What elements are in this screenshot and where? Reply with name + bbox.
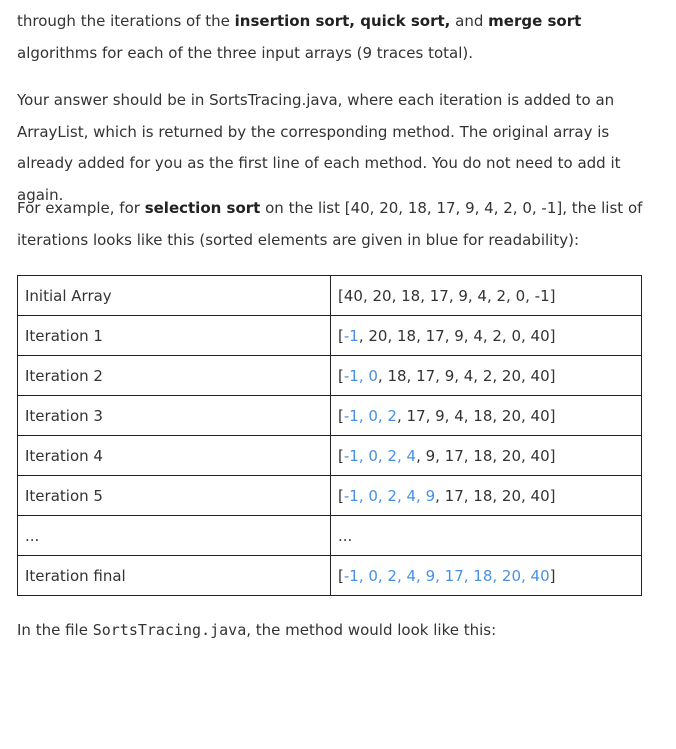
- array-text: 40, 20, 18, 17, 9, 4, 2, 0, -1: [343, 286, 550, 305]
- bold-sort-names: insertion sort, quick sort,: [234, 12, 451, 30]
- intro-paragraph: [17, 6, 647, 69]
- text-span: and: [450, 12, 489, 30]
- table-row: [18, 436, 642, 476]
- array-state-cell: [331, 276, 642, 316]
- iteration-label-cell: Iteration 4: [18, 436, 331, 476]
- sorted-elements: -1, 0, 2, 4, 9: [343, 486, 436, 505]
- sorted-elements: -1, 0, 2: [343, 406, 397, 425]
- file-paragraph: [17, 615, 647, 645]
- array-text: ]: [549, 326, 556, 345]
- array-text: ]: [549, 566, 556, 585]
- array-text: ]: [549, 286, 556, 305]
- table-row: [18, 276, 642, 316]
- sorted-elements: -1, 0, 2, 4, 9, 17, 18, 20, 40: [343, 566, 550, 585]
- array-text: [: [338, 286, 344, 305]
- array-text: , 17, 9, 4, 18, 20, 40: [396, 406, 550, 425]
- text-span: For example, for: [17, 199, 145, 217]
- iterations-table: [17, 275, 642, 596]
- array-text: , 17, 18, 20, 40: [435, 486, 550, 505]
- array-state-cell: [331, 356, 642, 396]
- array-text: ]: [549, 446, 556, 465]
- instructions-paragraph: Your answer should be in SortsTracing.java, where each iteration is added to an ArrayList, which is returned by the corresponding method. The original array is already added for you as the first line of each method. You do not need to add it again.: [17, 91, 621, 204]
- bold-selection-sort: selection sort: [144, 199, 261, 217]
- array-text: , 20, 18, 17, 9, 4, 2, 0, 40: [358, 326, 550, 345]
- iteration-label-cell: ...: [18, 516, 331, 556]
- text-span: on the list [40, 20, 18, 17, 9, 4, 2, 0, -1], the list of iterations looks like this (sorted elements are given in blue for readability):: [17, 199, 643, 249]
- array-text: ...: [338, 526, 353, 545]
- text-span: In the file: [17, 621, 93, 639]
- table-row: [18, 316, 642, 356]
- iteration-label-cell: Iteration 3: [18, 396, 331, 436]
- table-row: [18, 396, 642, 436]
- array-text: [: [338, 326, 344, 345]
- table-row: [18, 356, 642, 396]
- array-text: [: [338, 486, 344, 505]
- array-text: ]: [549, 486, 556, 505]
- array-text: , 18, 17, 9, 4, 2, 20, 40: [377, 366, 550, 385]
- array-text: ]: [549, 406, 556, 425]
- example-paragraph: [17, 193, 647, 256]
- array-state-cell: [331, 396, 642, 436]
- iteration-label-cell: Iteration 1: [18, 316, 331, 356]
- sorted-elements: -1, 0: [343, 366, 378, 385]
- sorted-elements: -1, 0, 2, 4: [343, 446, 417, 465]
- array-state-cell: [331, 476, 642, 516]
- array-text: ]: [549, 366, 556, 385]
- text-span: through the iterations of the: [17, 12, 235, 30]
- iteration-label-cell: Initial Array: [18, 276, 331, 316]
- array-text: [: [338, 446, 344, 465]
- bold-merge-sort: merge sort: [488, 12, 582, 30]
- table-row: [18, 556, 642, 596]
- filename-code: SortsTracing.java: [92, 621, 247, 639]
- iteration-label-cell: Iteration 5: [18, 476, 331, 516]
- array-state-cell: [331, 556, 642, 596]
- iteration-label-cell: Iteration final: [18, 556, 331, 596]
- array-state-cell: [331, 436, 642, 476]
- array-text: [: [338, 406, 344, 425]
- iterations-table-body: [18, 276, 642, 596]
- text-span: algorithms for each of the three input arrays (9 traces total).: [17, 43, 474, 62]
- table-row: [18, 516, 642, 556]
- array-text: [: [338, 566, 344, 585]
- array-state-cell: [331, 316, 642, 356]
- array-state-cell: [331, 516, 642, 556]
- iteration-label-cell: Iteration 2: [18, 356, 331, 396]
- table-row: [18, 476, 642, 516]
- array-text: [: [338, 366, 344, 385]
- text-span: , the method would look like this:: [246, 621, 497, 639]
- sorted-elements: -1: [343, 326, 359, 345]
- array-text: , 9, 17, 18, 20, 40: [416, 446, 550, 465]
